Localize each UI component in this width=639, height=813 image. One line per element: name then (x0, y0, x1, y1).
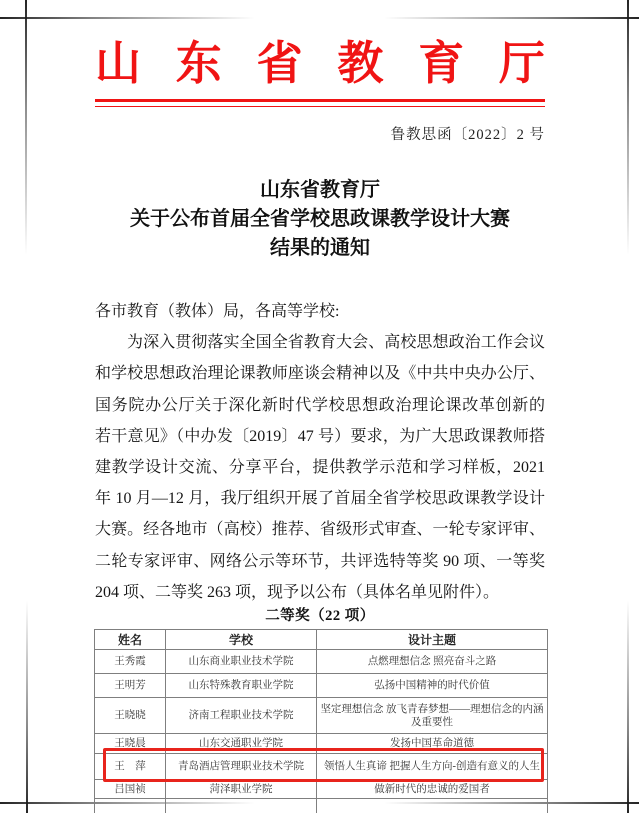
cell-name: 王 萍 (95, 754, 166, 780)
cell-empty (317, 799, 548, 813)
table-row (95, 698, 548, 734)
table-row (95, 754, 548, 780)
body-line: 年 10 月—12 月，我厅组织开展了首届全省学校思政课教学设计 (95, 490, 545, 508)
column-header: 姓名 (95, 630, 166, 650)
cell-school: 山东交通职业学院 (166, 734, 317, 754)
body-line: 建教学设计交流、分享平台，提供教学示范和学习样板，2021 (95, 459, 545, 477)
body-line: 204 项、二等奖 263 项，现予以公布（具体名单见附件）。 (95, 583, 500, 601)
cell-theme: 做新时代的忠诚的爱国者 (317, 780, 548, 799)
crop-mark-top-right-horizontal (339, 17, 639, 19)
cell-school: 济南工程职业技术学院 (166, 698, 317, 734)
body-line: 各市教育（教体）局，各高等学校: (95, 303, 340, 320)
cell-school: 青岛酒店管理职业技术学院 (166, 754, 317, 780)
cell-name: 王明芳 (95, 674, 166, 698)
document-number: 鲁教思函〔2022〕2 号 (390, 127, 545, 143)
crop-mark-bottom-left-vertical (26, 563, 28, 813)
cell-name: 吕国祯 (95, 780, 166, 799)
awards-table (94, 629, 548, 813)
column-header: 设计主题 (317, 630, 548, 650)
notice-title-line: 结果的通知 (270, 237, 370, 259)
table-row (95, 650, 548, 674)
cell-school: 山东商业职业技术学院 (166, 650, 317, 674)
body-line: 和学校思想政治理论课教师座谈会精神以及《中共中央办公厅、 (95, 365, 545, 383)
cell-theme: 发扬中国革命道德 (317, 734, 548, 754)
table-row-partial (95, 799, 548, 813)
letterhead-divider (95, 99, 545, 107)
cell-name: 王秀霞 (95, 650, 166, 674)
awards-section-title: 二等奖（22 项） (265, 608, 375, 624)
column-header: 学校 (166, 630, 317, 650)
table-row (95, 734, 548, 754)
body-line: 二轮专家评审、网络公示等环节，共评选特等奖 90 项、一等奖 (95, 552, 545, 570)
notice-body (95, 296, 545, 608)
crop-mark-top-right-vertical (627, 0, 629, 300)
notice-title-line: 山东省教育厅 (260, 179, 380, 201)
cell-theme: 点燃理想信念 照亮奋斗之路 (317, 650, 548, 674)
cell-empty (95, 799, 166, 813)
cell-theme: 弘扬中国精神的时代价值 (317, 674, 548, 698)
cell-name: 王晓晓 (95, 698, 166, 734)
cell-empty (166, 799, 317, 813)
notice-title-line: 关于公布首届全省学校思政课教学设计大赛 (130, 208, 510, 230)
cell-theme: 坚定理想信念 放飞青春梦想——理想信念的内涵及重要性 (317, 698, 548, 734)
body-line: 若干意见》（中办发〔2019〕47 号）要求，为广大思政课教师搭 (95, 427, 545, 445)
table-row (95, 780, 548, 799)
body-line: 为深入贯彻落实全国全省教育大会、高校思想政治工作会议 (127, 334, 545, 352)
crop-mark-top-left-vertical (25, 0, 27, 300)
crop-mark-bottom-right-vertical (627, 563, 629, 813)
awards-table-body (95, 650, 548, 813)
cell-name: 王晓晨 (95, 734, 166, 754)
cell-school: 菏泽职业学院 (166, 780, 317, 799)
agency-letterhead: 山东省教育厅 (95, 38, 545, 89)
awards-table-header-row (95, 630, 548, 650)
table-row (95, 674, 548, 698)
cell-school: 山东特殊教育职业学院 (166, 674, 317, 698)
body-line: 大赛。经各地市（高校）推荐、省级形式审查、一轮专家评审、 (95, 521, 545, 539)
cell-theme: 领悟人生真谛 把握人生方向-创造有意义的人生 (317, 754, 548, 780)
notice-title (95, 176, 545, 263)
crop-mark-top-left-horizontal (0, 17, 300, 19)
body-line: 国务院办公厅关于深化新时代学校思想政治理论课改革创新的 (95, 396, 545, 414)
